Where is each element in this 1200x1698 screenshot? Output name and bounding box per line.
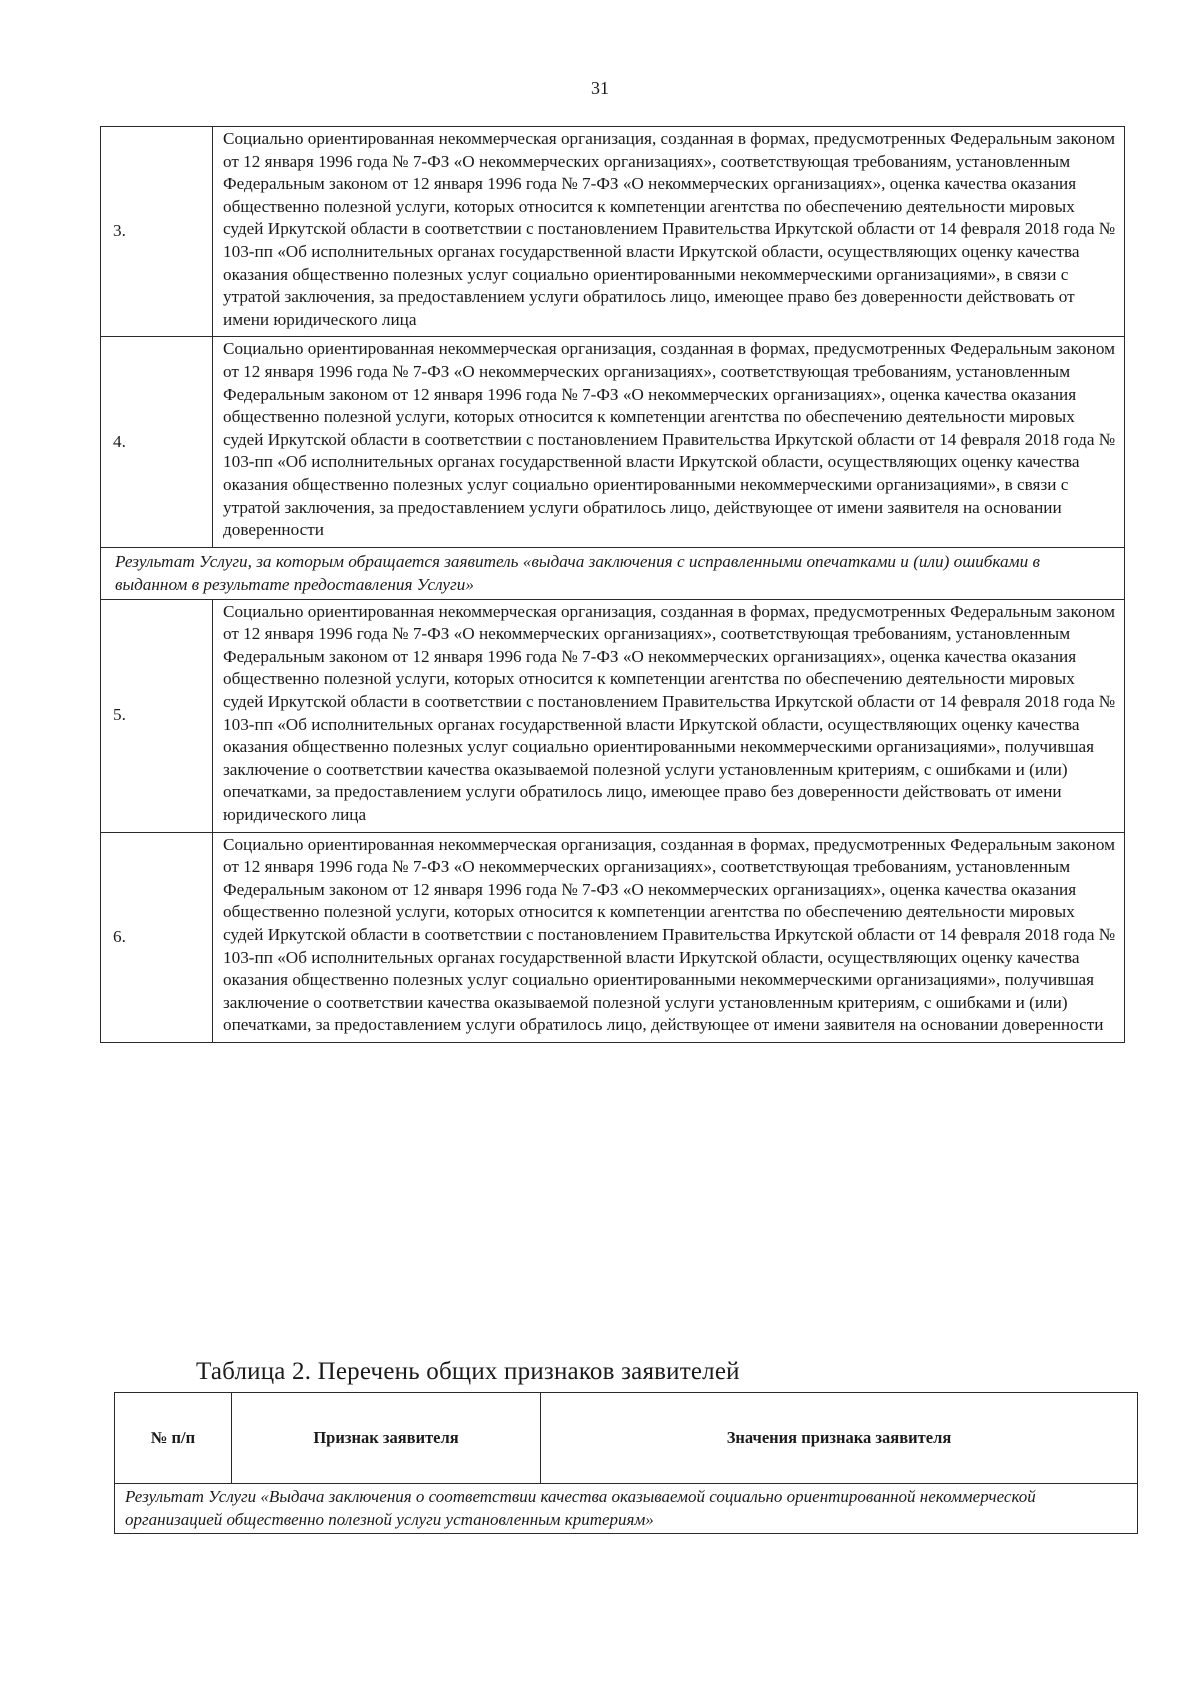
column-header-attribute: Признак заявителя [232,1393,541,1484]
column-header-values: Значения признака заявителя [541,1393,1138,1484]
table2-caption: Таблица 2. Перечень общих признаков заявителей [196,1358,740,1385]
applicant-description: Социально ориентированная некоммерческая организация, созданная в формах, предусмотренных Федеральным законом от 12 января 1996 года № 7-ФЗ «О некоммерческих организациях», соответствующая требованиям, установленным Федеральным законом от 12 января 1996 года № 7-ФЗ «О некоммерческих организациях», оценка качества оказания общественно полезной услуги, которых относится к компетенции агентства по обеспечению деятельности мировых судей Иркутской области в соответствии с постановлением Правительства Иркутской области от 14 февраля 2018 года № 103-пп «Об исполнительных органах государственной власти Иркутской области, осуществляющих оценку качества оказания общественно полезных услуг социально ориентированными некоммерческими организациями», получившая заключение о соответствии качества оказываемой полезной услуги установленным критериям, с ошибками и (или) опечатками, за предоставлением услуги обратилось лицо, имеющее право без доверенности действовать от имени юридического лица [213,599,1125,832]
service-result-heading: Результат Услуги «Выдача заключения о соответствии качества оказываемой социально ориентированной некоммерческой организацией общественно полезной услуги установленным критериям» [115,1484,1138,1534]
result-row [101,547,1125,599]
row-number: 4. [101,337,213,547]
applicant-variants-table [100,126,1125,1043]
applicant-description: Социально ориентированная некоммерческая организация, созданная в формах, предусмотренных Федеральным законом от 12 января 1996 года № 7-ФЗ «О некоммерческих организациях», соответствующая требованиям, установленным Федеральным законом от 12 января 1996 года № 7-ФЗ «О некоммерческих организациях», оценка качества оказания общественно полезной услуги, которых относится к компетенции агентства по обеспечению деятельности мировых судей Иркутской области в соответствии с постановлением Правительства Иркутской области от 14 февраля 2018 года № 103-пп «Об исполнительных органах государственной власти Иркутской области, осуществляющих оценку качества оказания общественно полезных услуг социально ориентированными некоммерческими организациями», в связи с утратой заключения, за предоставлением услуги обратилось лицо, имеющее право без доверенности действовать от имени юридического лица [213,127,1125,337]
applicant-description: Социально ориентированная некоммерческая организация, созданная в формах, предусмотренных Федеральным законом от 12 января 1996 года № 7-ФЗ «О некоммерческих организациях», соответствующая требованиям, установленным Федеральным законом от 12 января 1996 года № 7-ФЗ «О некоммерческих организациях», оценка качества оказания общественно полезной услуги, которых относится к компетенции агентства по обеспечению деятельности мировых судей Иркутской области в соответствии с постановлением Правительства Иркутской области от 14 февраля 2018 года № 103-пп «Об исполнительных органах государственной власти Иркутской области, осуществляющих оценку качества оказания общественно полезных услуг социально ориентированными некоммерческими организациями», в связи с утратой заключения, за предоставлением услуги обратилось лицо, действующее от имени заявителя на основании доверенности [213,337,1125,547]
page-number: 31 [591,78,609,98]
table-header-row [115,1393,1138,1484]
table-row [101,127,1125,337]
result-row [115,1484,1138,1534]
service-result-heading: Результат Услуги, за которым обращается заявитель «выдача заключения с исправленными опечатками и (или) ошибками в выданном в результате предоставления Услуги» [101,547,1125,599]
row-number: 5. [101,599,213,832]
column-header-number: № п/п [115,1393,232,1484]
row-number: 3. [101,127,213,337]
table-row [101,337,1125,547]
applicant-description: Социально ориентированная некоммерческая организация, созданная в формах, предусмотренных Федеральным законом от 12 января 1996 года № 7-ФЗ «О некоммерческих организациях», соответствующая требованиям, установленным Федеральным законом от 12 января 1996 года № 7-ФЗ «О некоммерческих организациях», оценка качества оказания общественно полезной услуги, которых относится к компетенции агентства по обеспечению деятельности мировых судей Иркутской области в соответствии с постановлением Правительства Иркутской области от 14 февраля 2018 года № 103-пп «Об исполнительных органах государственной власти Иркутской области, осуществляющих оценку качества оказания общественно полезных услуг социально ориентированными некоммерческими организациями», получившая заключение о соответствии качества оказываемой полезной услуги установленным критериям, с ошибками и (или) опечатками, за предоставлением услуги обратилось лицо, действующее от имени заявителя на основании доверенности [213,832,1125,1042]
row-number: 6. [101,832,213,1042]
table-row [101,599,1125,832]
applicant-attributes-table [114,1392,1138,1534]
table-row [101,832,1125,1042]
